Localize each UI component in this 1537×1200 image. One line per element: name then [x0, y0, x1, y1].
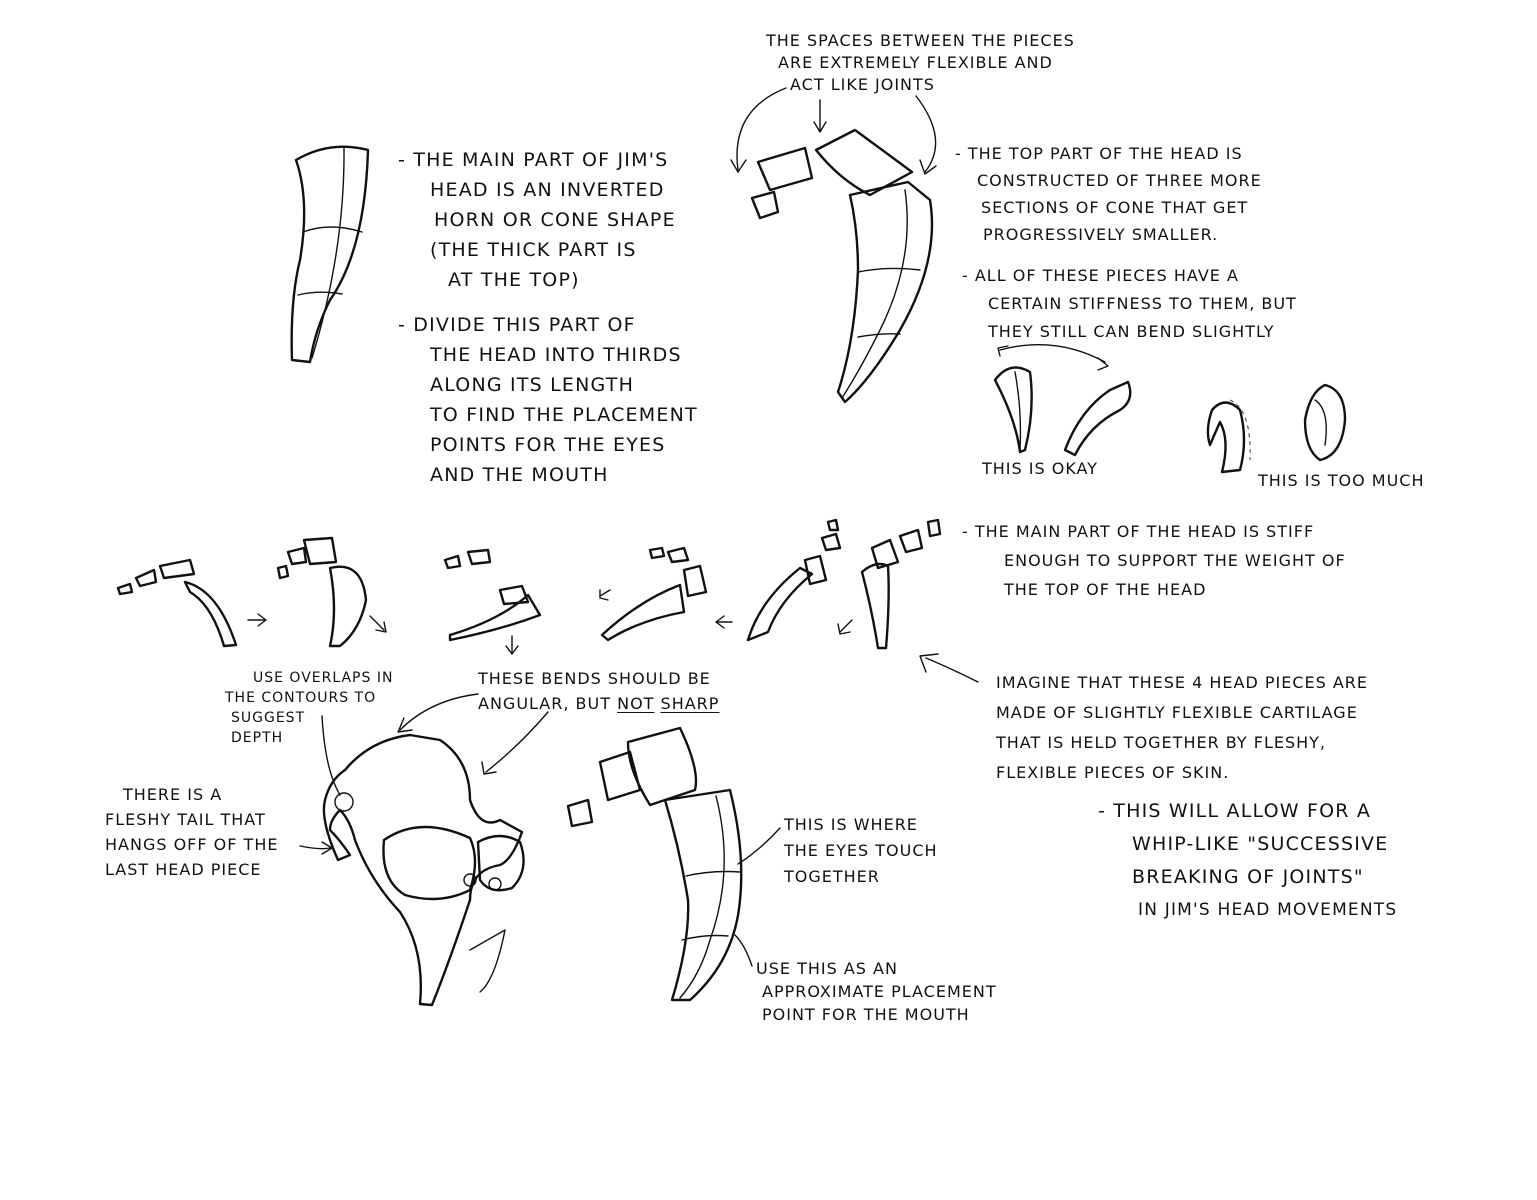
note-line: THAT IS HELD TOGETHER BY FLESHY, [996, 733, 1327, 752]
note-line: DEPTH [231, 730, 284, 746]
note-line: AT THE TOP) [448, 269, 580, 291]
note-divide [398, 310, 698, 490]
note-overlaps [225, 668, 393, 748]
note-line: THE TOP OF THE HEAD [1004, 580, 1207, 599]
note-line: HEAD IS AN INVERTED [430, 179, 665, 201]
note-line: THE HEAD INTO THIRDS [430, 344, 682, 366]
note-line: - THE MAIN PART OF JIM'S [398, 149, 669, 171]
note-line: THE SPACES BETWEEN THE PIECES [766, 31, 1075, 50]
note-line: - ALL OF THESE PIECES HAVE A [962, 266, 1239, 285]
note-line: - THIS WILL ALLOW FOR A [1098, 800, 1372, 822]
horn-sectioned-drawing [731, 88, 936, 402]
bend-too-much-drawing [1208, 385, 1345, 472]
bends-sharp-text: SHARP [660, 694, 720, 713]
note-line: - DIVIDE THIS PART OF [398, 314, 636, 336]
bends-angular-text: ANGULAR, BUT [478, 694, 611, 713]
note-line: LAST HEAD PIECE [105, 860, 262, 879]
note-line: HANGS OFF OF THE [105, 835, 279, 854]
note-line: USE THIS AS AN [756, 959, 898, 978]
note-too-much: THIS IS TOO MUCH [1258, 471, 1425, 490]
note-spaces [766, 30, 1075, 96]
bend-okay-drawing [995, 345, 1130, 455]
note-line: THE CONTOURS TO [225, 690, 377, 706]
note-line: THE EYES TOUCH [784, 841, 938, 860]
note-line: THEY STILL CAN BEND SLIGHTLY [988, 322, 1275, 341]
note-line: IMAGINE THAT THESE 4 HEAD PIECES ARE [996, 673, 1369, 692]
note-line: HORN OR CONE SHAPE [434, 209, 676, 231]
note-line: FLESHY TAIL THAT [105, 810, 266, 829]
note-line [478, 691, 719, 716]
note-line: SECTIONS OF CONE THAT GET [981, 198, 1249, 217]
note-line: ENOUGH TO SUPPORT THE WEIGHT OF [1004, 551, 1346, 570]
note-line: TO FIND THE PLACEMENT [430, 404, 698, 426]
note-line: (THE THICK PART IS [430, 239, 637, 261]
note-main-stiff [962, 517, 1346, 604]
note-eyes-touch [784, 812, 938, 890]
horn-cone-drawing [292, 147, 368, 362]
note-line: THIS IS WHERE [784, 815, 918, 834]
note-line: SUGGEST [231, 710, 306, 726]
note-line: USE OVERLAPS IN [253, 670, 394, 686]
note-line: - THE MAIN PART OF THE HEAD IS STIFF [962, 522, 1315, 541]
note-line: ALONG ITS LENGTH [430, 374, 635, 396]
note-stiffness [962, 262, 1297, 346]
note-line: APPROXIMATE PLACEMENT [762, 982, 997, 1001]
note-okay: THIS IS OKAY [982, 459, 1099, 478]
note-line: THESE BENDS SHOULD BE [478, 669, 711, 688]
note-line: ACT LIKE JOINTS [790, 75, 935, 94]
note-line: CONSTRUCTED OF THREE MORE [977, 171, 1262, 190]
note-line: TOGETHER [784, 867, 880, 886]
note-line: - THE TOP PART OF THE HEAD IS [955, 144, 1243, 163]
bends-not-text: NOT [617, 694, 655, 713]
note-line: CERTAIN STIFFNESS TO THEM, BUT [988, 294, 1297, 313]
note-line: IN JIM'S HEAD MOVEMENTS [1138, 900, 1398, 920]
note-line: POINT FOR THE MOUTH [762, 1005, 970, 1024]
note-line: ARE EXTREMELY FLEXIBLE AND [778, 53, 1053, 72]
note-line: MADE OF SLIGHTLY FLEXIBLE CARTILAGE [996, 703, 1358, 722]
note-line: PROGRESSIVELY SMALLER. [983, 225, 1219, 244]
note-line: WHIP-LIKE "SUCCESSIVE [1132, 833, 1389, 855]
note-line: THERE IS A [123, 785, 223, 804]
note-tail [105, 782, 278, 882]
note-line: FLEXIBLE PIECES OF SKIN. [996, 763, 1230, 782]
note-line: BREAKING OF JOINTS" [1132, 866, 1364, 888]
note-imagine [996, 668, 1368, 788]
note-main-part [398, 145, 676, 295]
note-line: AND THE MOUTH [430, 464, 609, 486]
note-bends [478, 666, 719, 716]
note-top-part [955, 140, 1262, 248]
horn-guides-drawing [568, 728, 780, 1000]
note-mouth-point [756, 957, 997, 1026]
note-line: POINTS FOR THE EYES [430, 434, 666, 456]
note-whip [1098, 795, 1397, 927]
motion-sequence-drawing [118, 520, 978, 682]
